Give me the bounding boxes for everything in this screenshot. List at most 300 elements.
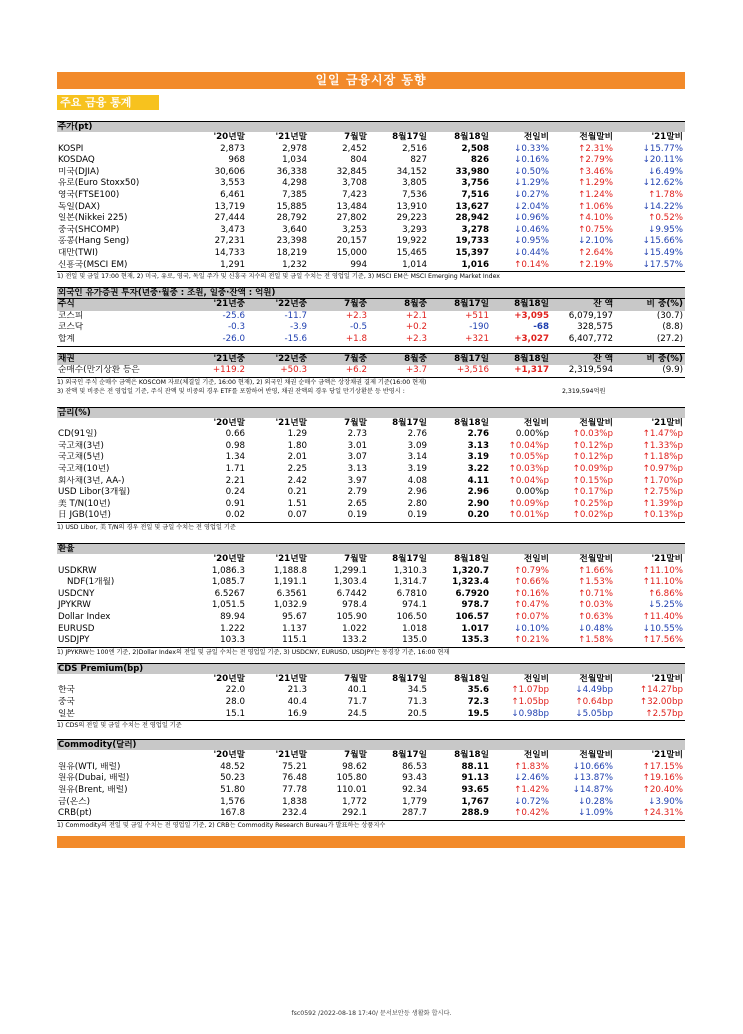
table-cell: 국고채(3년) — [58, 440, 104, 451]
table-cell: ↑0.17%p — [572, 487, 613, 498]
table-cell: 1,576 — [220, 796, 245, 807]
table-cell: 1,772 — [342, 796, 367, 807]
table-cell: +3.7 — [369, 365, 429, 377]
table-row — [57, 441, 685, 453]
table-cell: 1,034 — [282, 155, 307, 166]
table-cell: 1.29 — [287, 429, 307, 440]
table-cell: 95.67 — [282, 612, 307, 622]
commodity-col-header — [57, 750, 185, 762]
table-cell: 88.11 — [461, 761, 489, 772]
table-cell: 1,779 — [402, 796, 427, 807]
fx-section-header: 환율 — [57, 543, 685, 554]
commodity-col-header: 전월말비 — [579, 750, 613, 761]
table-cell: ↑1.53% — [578, 577, 613, 588]
cds-col-header — [57, 674, 185, 686]
table-row — [57, 600, 685, 612]
foreign-col-header: 비 중(%) — [646, 299, 683, 310]
table-row — [57, 322, 685, 334]
foreign-col-header: '22년중 — [275, 299, 307, 310]
table-cell: 13,484 — [336, 201, 367, 212]
table-cell: ↑1.07bp — [511, 685, 549, 696]
table-row — [57, 697, 685, 709]
table-cell: 288.9 — [429, 808, 491, 820]
table-cell: 1,191.1 — [273, 577, 307, 588]
table-cell: 1,314.7 — [393, 577, 427, 588]
table-cell: 0.24 — [225, 487, 245, 498]
table-cell: 홍콩(Hang Seng) — [58, 236, 130, 247]
table-cell: 2.21 — [225, 475, 245, 486]
table-cell: 232.4 — [247, 808, 309, 820]
table-cell: ↑0.52% — [648, 213, 683, 224]
table-row — [57, 236, 685, 248]
table-cell: 0.02 — [185, 510, 247, 522]
table-cell: 0.19 — [369, 510, 429, 522]
fx-note: 1) JPYKRW는 100엔 기준, 2)Dollar Index의 전일 및 금일 수치는 전 영업일 기준, 3) USDCNY, EURUSD, USDJPY는 동경장 기준, 16:00 현재 — [57, 648, 450, 656]
table-cell: ↑2.57bp — [615, 709, 685, 721]
table-cell: USDJPY — [57, 635, 185, 647]
table-cell: 292.1 — [309, 808, 369, 820]
table-cell: ↓1.29% — [514, 178, 549, 189]
table-row — [57, 452, 685, 464]
table-cell: ↓15.66% — [642, 236, 683, 247]
table-row — [57, 762, 685, 774]
table-cell: 6.7810 — [396, 588, 427, 599]
cds-section-header: CDS Premium(bp) — [57, 663, 685, 674]
fx-table — [57, 554, 685, 648]
table-cell: 1.71 — [225, 464, 245, 475]
table-row — [57, 499, 685, 511]
cds-col-header: 전일비 — [523, 673, 549, 684]
table-cell: 71.3 — [407, 696, 427, 707]
table-cell: 105.90 — [336, 612, 367, 622]
table-cell: ↑6.86% — [648, 588, 683, 599]
table-cell: 29,223 — [396, 213, 427, 224]
table-cell: 1,310.3 — [393, 565, 427, 576]
table-cell: (9.9) — [615, 365, 685, 377]
rates-col-header: 전월말비 — [579, 417, 613, 428]
table-cell: 0.91 — [225, 498, 245, 509]
cds-header-row — [57, 674, 685, 686]
table-cell: 3,756 — [461, 178, 489, 189]
table-cell: ↑0.01%p — [491, 510, 551, 522]
table-cell: +3,095 — [514, 310, 549, 321]
table-cell: 978.7 — [461, 600, 489, 611]
table-cell: 2.79 — [347, 487, 367, 498]
table-cell: 2.90 — [467, 498, 489, 509]
commodity-section-header: Commodity(달러) — [57, 739, 685, 750]
fx-header-row — [57, 554, 685, 566]
bond-col-header: 8월17일 — [454, 353, 489, 364]
table-cell: -25.6 — [222, 310, 245, 321]
fx-col-header: 전월말비 — [579, 554, 613, 565]
table-row — [57, 429, 685, 441]
table-cell: 0.20 — [429, 510, 491, 522]
rates-col-header: '20년말 — [213, 417, 245, 428]
table-cell: 15,885 — [276, 201, 307, 212]
table-cell: 일본(Nikkei 225) — [58, 213, 128, 224]
table-cell: ↑0.04%p — [508, 440, 549, 451]
table-cell: 2.25 — [287, 464, 307, 475]
table-cell: 2.01 — [287, 452, 307, 463]
fx-col-header: '20년말 — [213, 554, 245, 565]
table-cell: 92.34 — [402, 784, 427, 795]
bond-col-header: 잔 액 — [593, 353, 613, 364]
table-cell: ↑17.15% — [642, 761, 683, 772]
table-cell: 110.01 — [336, 784, 367, 795]
table-cell: 6,079,197 — [568, 310, 613, 321]
table-cell: +3,516 — [429, 365, 491, 377]
table-row — [57, 144, 685, 156]
table-cell: ↑0.14% — [491, 260, 551, 272]
commodity-col-header: 7월말 — [344, 750, 367, 761]
foreign-note-1: 1) 외국인 주식 순매수 금액은 KOSCOM 자료(체결일 기준, 16:00 현재), 2) 외국인 채권 순매수 금액은 상장채권 결제 기준(16:00 현재) — [57, 378, 427, 386]
table-cell: 대만(TWI) — [58, 247, 99, 258]
table-cell: 국고채(5년) — [58, 452, 104, 463]
table-cell: 827 — [410, 155, 427, 166]
commodity-col-header: '21년말 — [275, 750, 307, 761]
commodity-col-header: '20년말 — [213, 750, 245, 761]
table-cell: 2,452 — [342, 143, 367, 154]
table-cell: +3,027 — [491, 334, 551, 346]
table-cell: 3,293 — [402, 224, 427, 235]
table-cell: 72.3 — [467, 696, 489, 707]
table-cell: ↓10.66% — [572, 761, 613, 772]
stocks-col-header: 8월17일 — [392, 132, 427, 142]
table-cell: 1.137 — [282, 623, 307, 634]
table-cell: 6,461 — [220, 189, 245, 200]
table-cell: 3.19 — [407, 464, 427, 475]
rates-table — [57, 418, 685, 523]
foreign-note-2 — [57, 387, 685, 396]
table-cell: ↑2.64% — [578, 247, 613, 258]
table-cell: 33,980 — [455, 166, 489, 177]
table-cell: 3,805 — [402, 178, 427, 189]
table-cell: 중국 — [58, 696, 75, 707]
table-cell: 0.98 — [225, 440, 245, 451]
stocks-header-row — [57, 132, 685, 144]
table-cell: ↑0.42% — [491, 808, 551, 820]
table-cell: 3,473 — [220, 224, 245, 235]
table-cell: 133.2 — [309, 635, 369, 647]
stocks-col-header: 전월말비 — [579, 132, 613, 142]
cds-note: 1) CDS의 전일 및 금일 수치는 전 영업일 기준 — [57, 722, 182, 730]
table-cell: (27.2) — [615, 334, 685, 346]
table-cell: -0.3 — [228, 322, 245, 333]
table-cell: ↑32.00bp — [639, 696, 683, 707]
table-cell: 0.21 — [287, 487, 307, 498]
table-cell: 2,319,594 — [551, 365, 615, 377]
stocks-col-header: 8월18일 — [454, 132, 489, 142]
table-cell: 日 JGB(10년) — [57, 510, 185, 522]
table-cell: ↑1.18%p — [642, 452, 683, 463]
table-cell: CD(91일) — [58, 429, 97, 440]
table-cell: ↑19.16% — [642, 773, 683, 784]
table-cell: CRB(pt) — [57, 808, 185, 820]
table-cell: 0.66 — [225, 429, 245, 440]
table-cell: 0.00%p — [515, 487, 549, 498]
table-cell: 14,733 — [214, 247, 245, 258]
table-cell: 1,086.3 — [211, 565, 245, 576]
table-cell: 32,845 — [336, 166, 367, 177]
table-cell: ↓13.87% — [572, 773, 613, 784]
table-cell: ↓0.46% — [514, 224, 549, 235]
report-subtitle: 주요 금융 통계 — [57, 95, 159, 110]
table-cell: ↓5.05bp — [551, 709, 615, 721]
bond-col-header: 채권 — [58, 353, 75, 364]
rates-col-header: '21말비 — [651, 417, 683, 428]
table-cell: +321 — [429, 334, 491, 346]
table-cell: 1.017 — [461, 623, 489, 634]
foreign-section-header: 외국인 유가증권 투자(년중·월중 : 조원, 일중·잔액 : 억원) — [57, 287, 685, 298]
table-cell: 중국(SHCOMP) — [58, 224, 120, 235]
table-cell: ↓0.96% — [514, 213, 549, 224]
table-cell: 21.3 — [287, 685, 307, 696]
fx-col-header: 8월18일 — [454, 554, 489, 565]
cds-col-header: 8월17일 — [392, 673, 427, 684]
table-cell: 22.0 — [225, 685, 245, 696]
cds-col-header: 7월말 — [344, 673, 367, 684]
table-cell: 미국(DJIA) — [58, 166, 100, 177]
table-cell: 1,085.7 — [211, 577, 245, 588]
table-cell: 0.00%p — [515, 429, 549, 440]
table-cell: 19,733 — [455, 236, 489, 247]
table-cell: 원유(WTI, 배럴) — [58, 761, 121, 772]
table-cell: (30.7) — [656, 310, 683, 321]
table-cell: 7,536 — [402, 189, 427, 200]
table-cell: 1,291 — [185, 260, 247, 272]
table-cell: 30,606 — [214, 166, 245, 177]
cds-table — [57, 674, 685, 721]
table-row — [57, 685, 685, 697]
table-cell: ↓3.90% — [648, 796, 683, 807]
table-cell: ↑0.07% — [514, 612, 549, 622]
table-cell: 93.65 — [461, 784, 489, 795]
table-cell: ↓14.22% — [642, 201, 683, 212]
table-cell: 50.23 — [220, 773, 245, 784]
table-cell: -3.9 — [290, 322, 307, 333]
table-row — [57, 566, 685, 578]
table-cell: KOSDAQ — [58, 155, 95, 166]
foreign-note-2-text: 3) 잔액 및 비중은 전 영업일 기준, 주식 잔액 및 비중의 경우 ETF를 포함하여 반영, 채권 잔액의 경우 당일 만기상환분 등 반영시 : — [57, 387, 405, 395]
table-cell: ↓2.10% — [578, 236, 613, 247]
table-cell: 2.96 — [467, 487, 489, 498]
table-cell: 27,444 — [214, 213, 245, 224]
table-cell: 34,152 — [396, 166, 427, 177]
table-cell: 27,802 — [336, 213, 367, 224]
rates-col-header: '21년말 — [275, 417, 307, 428]
table-cell: 86.53 — [402, 761, 427, 772]
table-cell: 1,188.8 — [273, 565, 307, 576]
table-cell: +2.3 — [345, 310, 367, 321]
table-cell: 28,942 — [455, 213, 489, 224]
table-row — [57, 785, 685, 797]
table-cell: ↑2.75%p — [642, 487, 683, 498]
table-cell: 15.1 — [185, 709, 247, 721]
table-cell: 35.6 — [467, 685, 489, 696]
table-cell: 2.80 — [407, 498, 427, 509]
foreign-col-header: '21년중 — [213, 299, 245, 310]
table-cell: 16.9 — [247, 709, 309, 721]
table-cell: ↓4.49bp — [575, 685, 613, 696]
table-row — [57, 225, 685, 237]
commodity-col-header: '21말비 — [651, 750, 683, 761]
table-cell: 3.22 — [467, 464, 489, 475]
cds-col-header: '20년말 — [213, 673, 245, 684]
table-cell: 1,838 — [282, 796, 307, 807]
table-cell: 7,516 — [461, 189, 489, 200]
table-cell: 106.50 — [396, 612, 427, 622]
table-cell: 19,922 — [396, 236, 427, 247]
table-cell: 1.222 — [220, 623, 245, 634]
table-cell: 1,320.7 — [452, 565, 489, 576]
table-cell: -68 — [533, 322, 549, 333]
table-cell: ↑0.25%p — [572, 498, 613, 509]
fx-col-header — [57, 554, 185, 566]
table-cell: ↑1.33%p — [642, 440, 683, 451]
table-cell: NDF(1개월) — [67, 577, 115, 588]
table-row — [57, 709, 685, 721]
table-cell: 국고채(10년) — [58, 464, 110, 475]
table-cell: 167.8 — [185, 808, 247, 820]
table-cell: 1.80 — [287, 440, 307, 451]
table-cell: 6.7920 — [455, 588, 489, 599]
table-cell: 3,278 — [461, 224, 489, 235]
table-cell: 3.01 — [347, 440, 367, 451]
fx-col-header: '21말비 — [651, 554, 683, 565]
table-cell: 영국(FTSE100) — [58, 189, 120, 200]
table-row — [57, 202, 685, 214]
table-cell: ↑24.31% — [615, 808, 685, 820]
cds-col-header: 전월말비 — [579, 673, 613, 684]
table-cell: 2,978 — [282, 143, 307, 154]
table-cell: 93.43 — [402, 773, 427, 784]
table-cell: ↓0.27% — [514, 189, 549, 200]
rates-col-header — [57, 418, 185, 430]
table-cell: ↓0.72% — [514, 796, 549, 807]
table-cell: ↑1.58% — [551, 635, 615, 647]
table-cell: 105.80 — [336, 773, 367, 784]
table-cell: 3.13 — [467, 440, 489, 451]
table-cell: 978.4 — [342, 600, 367, 611]
stocks-col-header: 전일비 — [523, 132, 549, 142]
table-cell: ↓20.11% — [642, 155, 683, 166]
table-cell: ↑0.64bp — [575, 696, 613, 707]
rates-col-header: 전일비 — [523, 417, 549, 428]
commodity-table — [57, 750, 685, 821]
table-cell: 3.97 — [347, 475, 367, 486]
table-cell: -190 — [469, 322, 489, 333]
table-cell: 7,385 — [282, 189, 307, 200]
table-cell: ↑1.05bp — [511, 696, 549, 707]
table-cell: 0.19 — [309, 510, 369, 522]
table-cell: 원유(Brent, 배럴) — [58, 784, 128, 795]
commodity-col-header: 8월17일 — [392, 750, 427, 761]
table-cell: +6.2 — [309, 365, 369, 377]
table-cell: ↓2.46% — [514, 773, 549, 784]
bond-col-header: 7월중 — [344, 353, 367, 364]
table-cell: 71.7 — [347, 696, 367, 707]
table-cell: ↑1.47%p — [642, 429, 683, 440]
table-cell: 28,792 — [276, 213, 307, 224]
table-row — [57, 808, 685, 820]
fx-col-header: 전일비 — [523, 554, 549, 565]
table-cell: ↑0.66% — [514, 577, 549, 588]
table-cell: ↓12.62% — [642, 178, 683, 189]
table-row — [57, 487, 685, 499]
table-cell: ↑4.10% — [578, 213, 613, 224]
table-cell: +2.1 — [405, 310, 427, 321]
table-cell: 4.08 — [407, 475, 427, 486]
table-cell: -15.6 — [247, 334, 309, 346]
table-cell: 23,398 — [276, 236, 307, 247]
table-cell: ↑0.16% — [514, 588, 549, 599]
table-cell: ↑0.15%p — [572, 475, 613, 486]
table-cell: 91.13 — [461, 773, 489, 784]
table-cell: ↓0.95% — [514, 236, 549, 247]
table-cell: 3.13 — [347, 464, 367, 475]
table-cell: 103.3 — [185, 635, 247, 647]
table-cell: ↓9.95% — [648, 224, 683, 235]
table-cell: ↑0.04%p — [508, 475, 549, 486]
table-cell: 3,640 — [282, 224, 307, 235]
table-cell: 2.73 — [347, 429, 367, 440]
rates-section-header: 금리(%) — [57, 407, 685, 418]
table-cell: 2.42 — [287, 475, 307, 486]
table-row — [57, 178, 685, 190]
table-cell: 20,157 — [336, 236, 367, 247]
table-cell: ↑0.12%p — [572, 452, 613, 463]
stocks-table — [57, 132, 685, 272]
foreign-col-header: 8월17일 — [454, 299, 489, 310]
table-cell: ↓15.49% — [642, 247, 683, 258]
table-row — [57, 190, 685, 202]
rates-col-header: 7월말 — [344, 417, 367, 428]
stocks-col-header: '21년말 — [275, 132, 307, 142]
table-cell: 48.52 — [220, 761, 245, 772]
table-cell: 2.96 — [407, 487, 427, 498]
table-cell: 51.80 — [220, 784, 245, 795]
table-cell: ↑1.39%p — [642, 498, 683, 509]
table-cell: ↓14.87% — [572, 784, 613, 795]
table-row — [57, 773, 685, 785]
bond-col-header: 8월18일 — [514, 353, 549, 364]
report-body — [57, 72, 685, 848]
table-cell: ↓10.55% — [642, 623, 683, 634]
table-cell: 76.48 — [282, 773, 307, 784]
table-cell: 968 — [228, 155, 245, 166]
table-cell: 40.4 — [287, 696, 307, 707]
table-cell: ↑1.78% — [648, 189, 683, 200]
table-cell: 2,508 — [461, 143, 489, 154]
bond-header-row — [57, 353, 685, 365]
table-cell: 6,407,772 — [551, 334, 615, 346]
stocks-section-header: 주가(pt) — [57, 121, 685, 132]
table-cell: 36,338 — [276, 166, 307, 177]
table-cell: 19.5 — [429, 709, 491, 721]
table-cell: ↑1.42% — [514, 784, 549, 795]
table-cell: ↓1.09% — [551, 808, 615, 820]
table-cell: 804 — [350, 155, 367, 166]
table-cell: ↑1.70%p — [642, 475, 683, 486]
table-cell: 15,397 — [455, 247, 489, 258]
table-cell: 1,323.4 — [452, 577, 489, 588]
table-cell: 40.1 — [347, 685, 367, 696]
table-cell: +119.2 — [185, 365, 247, 377]
table-cell: 1.018 — [402, 623, 427, 634]
foreign-col-header: 8월18일 — [514, 299, 549, 310]
table-cell: KOSPI — [58, 143, 84, 154]
table-cell: 신흥국(MSCI EM) — [57, 260, 185, 272]
